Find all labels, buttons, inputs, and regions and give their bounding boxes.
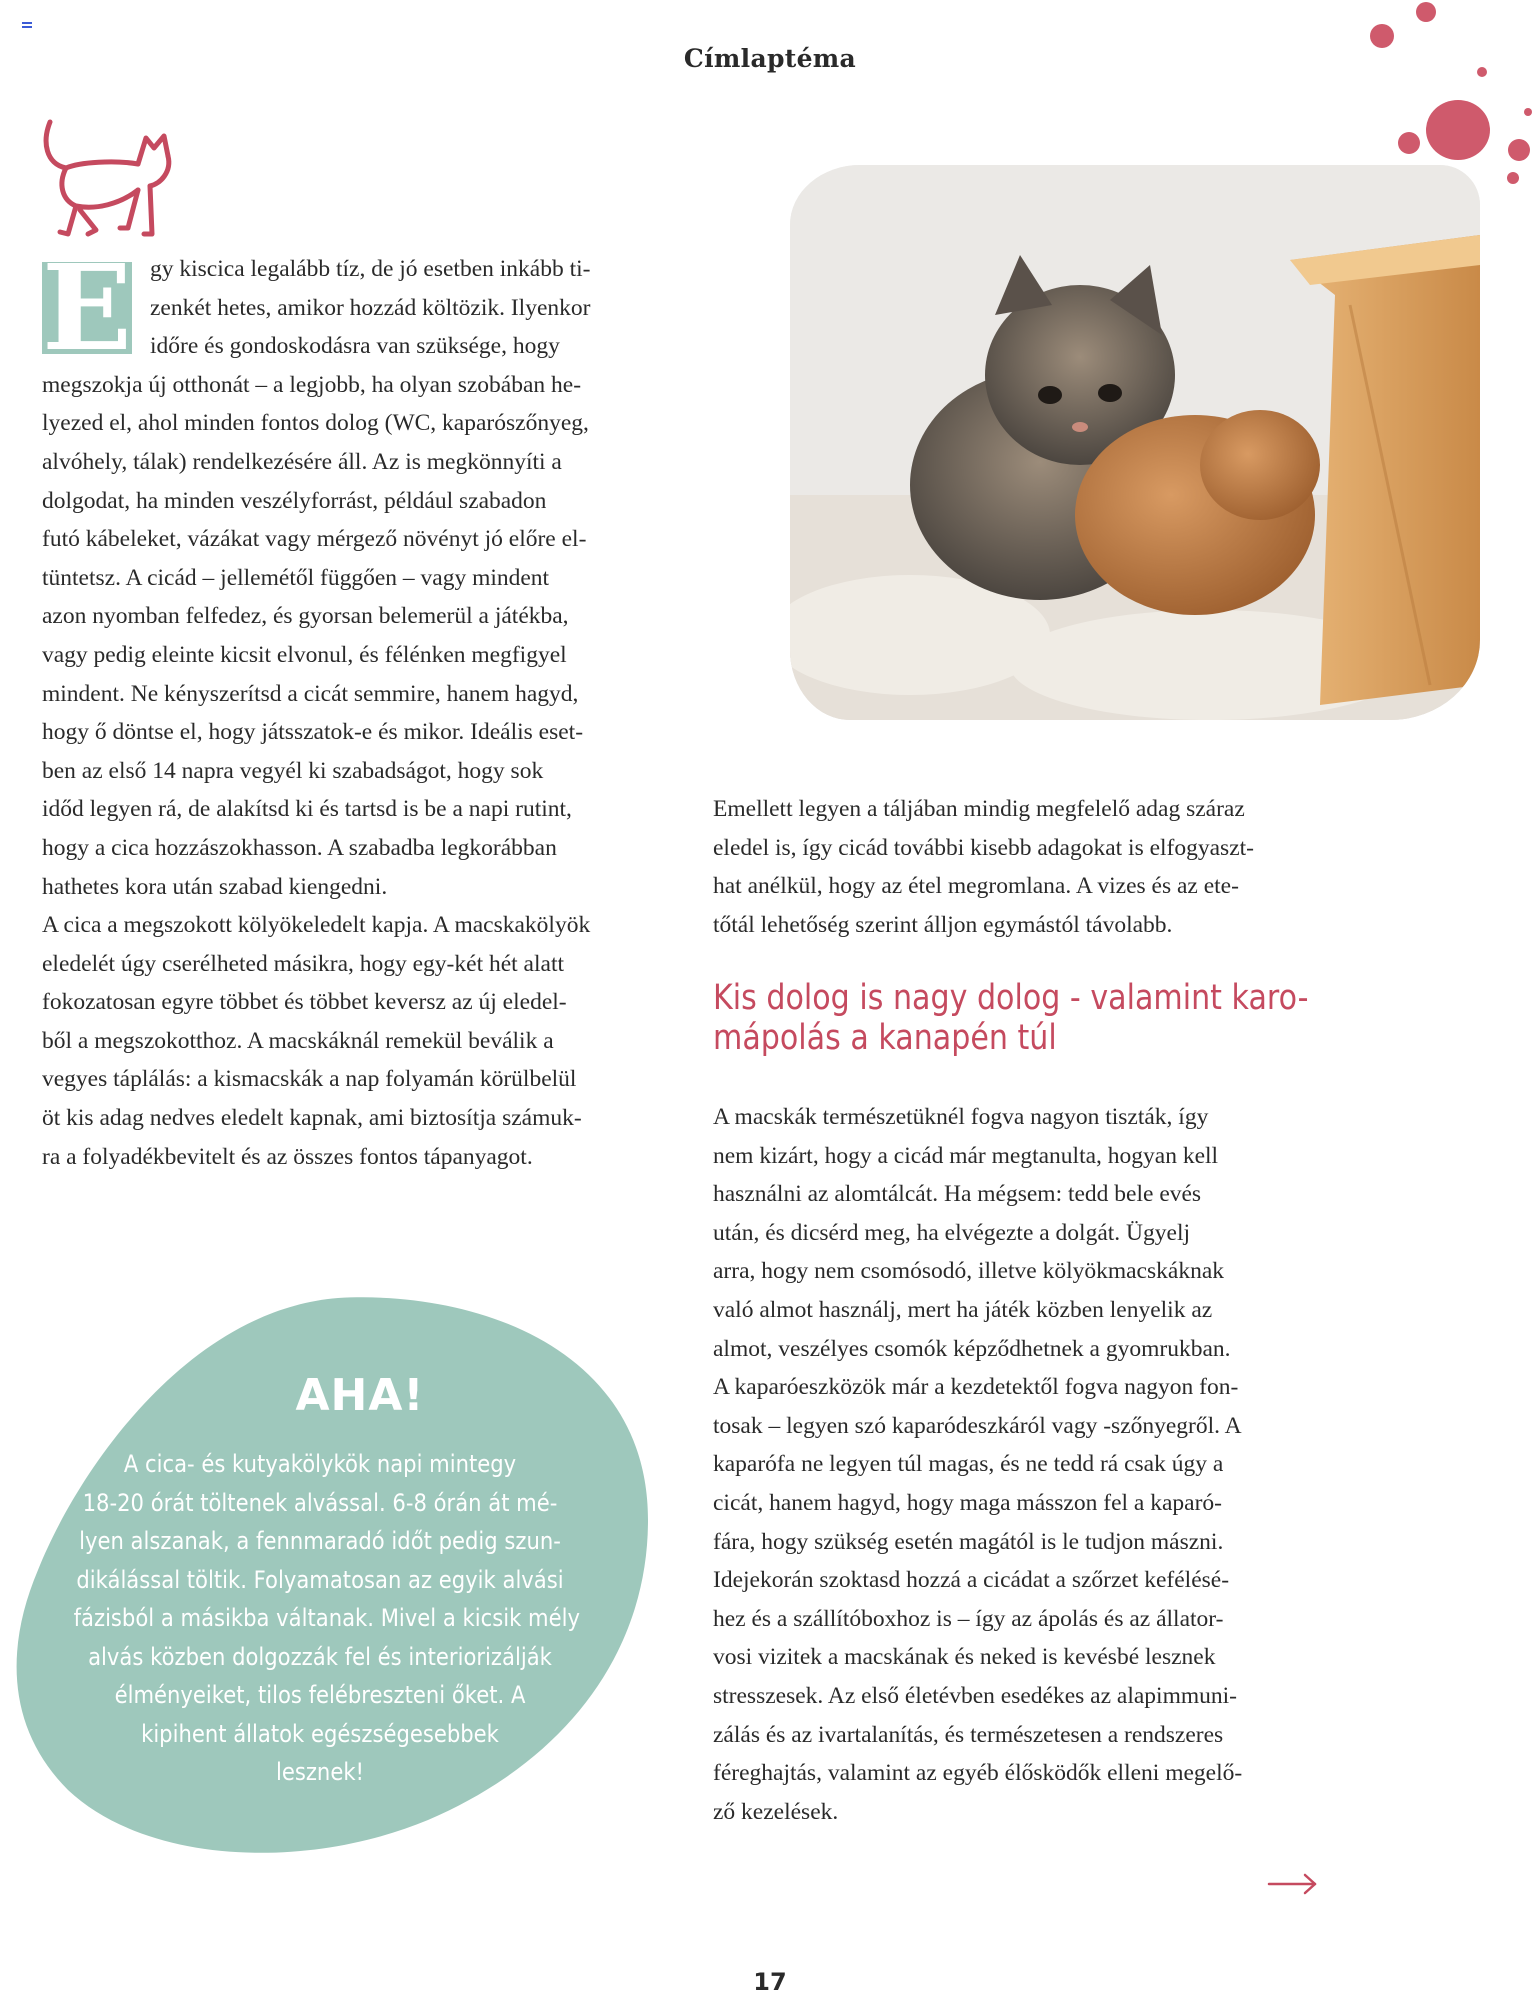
aha-line: dikálással töltik. Folyamatosan az egyik alvási xyxy=(76,1565,564,1594)
subheading-line: mápolás a kanapén túl xyxy=(713,1018,1057,1058)
subheading xyxy=(713,978,1309,1058)
menu-icon[interactable] xyxy=(22,22,32,30)
text-line: hathetes kora után szabad kiengedni. xyxy=(42,873,388,900)
article-column-right-top xyxy=(713,790,1353,944)
text-line: megszokja új otthonát – a legjobb, ha olyan szobában he- xyxy=(42,371,582,398)
text-line: fokozatosan egyre többet és többet keversz az új eledel- xyxy=(42,989,567,1016)
text-line: kaparófa ne legyen túl magas, és ne tedd rá csak úgy a xyxy=(713,1451,1224,1478)
text-line: zálás és az ivartalanítás, és természetesen a rendszeres xyxy=(713,1721,1224,1748)
text-line: vagy pedig eleinte kicsit elvonul, és félénken megfigyel xyxy=(42,641,567,668)
text-line: időd legyen rá, de alakítsd ki és tartsd is be a napi rutint, xyxy=(42,796,572,823)
text-line: ből a megszokotthoz. A macskáknál remekül beválik a xyxy=(42,1027,554,1054)
aha-line: élményeiket, tilos felébreszteni őket. A xyxy=(114,1681,526,1709)
text-line: használni az alomtálcát. Ha mégsem: tedd bele evés xyxy=(713,1181,1202,1208)
text-line: gy kiscica legalább tíz, de jó esetben inkább ti- xyxy=(150,256,591,282)
text-line: futó kábeleket, vázákat vagy mérgező növényt jó előre el- xyxy=(42,526,587,553)
text-line: hez és a szállítóboxhoz is – így az ápolás és az állator- xyxy=(713,1605,1224,1632)
article-column-left xyxy=(42,250,682,1176)
arrow-right-icon[interactable] xyxy=(1267,1872,1319,1896)
text-line: öt kis adag nedves eledelt kapnak, ami biztosítja számuk- xyxy=(42,1105,582,1132)
text-line: ző kezelések. xyxy=(713,1798,839,1825)
text-line: után, és dicsérd meg, ha elvégezte a dolgát. Ügyelj xyxy=(713,1219,1190,1246)
text-line: vegyes táplálás: a kismacskák a nap folyamán körülbelül xyxy=(42,1066,577,1093)
cat-outline-icon xyxy=(40,112,182,242)
text-line: A kaparóeszközök már a kezdetektől fogva nagyon fon- xyxy=(713,1374,1239,1401)
subheading-line: Kis dolog is nagy dolog - valamint karo- xyxy=(713,978,1309,1018)
page-number: 17 xyxy=(753,1968,787,1996)
aha-line: 18-20 órát töltenek alvással. 6-8 órán át mé- xyxy=(82,1488,558,1517)
text-line: mindent. Ne kényszerítsd a cicát semmire, hanem hagyd, xyxy=(42,680,579,707)
text-line: stresszesek. Az első életévben esedékes az alapimmuni- xyxy=(713,1682,1237,1709)
text-line: azon nyomban felfedez, és gyorsan belemerül a játékba, xyxy=(42,603,569,630)
text-line: cicát, hanem hagyd, hogy maga másszon fel a kaparó- xyxy=(713,1489,1222,1516)
text-line: zenkét hetes, amikor hozzád költözik. Ilyenkor xyxy=(150,294,591,321)
text-line: fára, hogy szükség esetén magától is le tudjon mászni. xyxy=(713,1528,1224,1555)
aha-line: A cica- és kutyakölykök napi mintegy xyxy=(123,1450,517,1478)
text-line: tőtál lehetőség szerint álljon egymástól távolabb. xyxy=(713,911,1173,938)
text-line: féreghajtás, valamint az egyéb élősködők elleni megelő- xyxy=(713,1760,1243,1787)
article-column-right-bottom xyxy=(713,1098,1353,1831)
text-line: lyezed el, ahol minden fontos dolog (WC, kaparószőnyeg, xyxy=(42,410,589,437)
text-line: való almot használj, mert ha játék közben lenyelik az xyxy=(713,1296,1213,1323)
text-line: Emellett legyen a táljában mindig megfelelő adag száraz xyxy=(713,796,1245,822)
text-line: A cica a megszokott kölyökeledelt kapja. A macskakölyök xyxy=(42,912,591,939)
text-line: Idejekorán szoktasd hozzá a cicádat a szőrzet kefélésé- xyxy=(713,1567,1230,1594)
text-line: ra a folyadékbevitelt és az összes fontos tápanyagot. xyxy=(42,1143,533,1170)
text-line: vosi vizitek a macskának és neked is kevésbé lesznek xyxy=(713,1644,1216,1671)
aha-line: alvás közben dolgozzák fel és interiorizálják xyxy=(88,1642,552,1671)
text-line: hogy a cica hozzászokhasson. A szabadba legkorábban xyxy=(42,834,557,861)
text-line: ben az első 14 napra vegyél ki szabadságot, hogy sok xyxy=(42,757,544,784)
text-line: eledelét úgy cserélheted másikra, hogy egy-két hét alatt xyxy=(42,950,565,977)
aha-line: fázisból a másikba váltanak. Mivel a kicsik mély xyxy=(73,1604,580,1632)
aha-line: kipihent állatok egészségesebbek xyxy=(141,1719,499,1748)
text-line: tüntetsz. A cicád – jellemétől függően – vagy mindent xyxy=(42,564,550,591)
text-line: arra, hogy nem csomósodó, illetve kölyökmacskáknak xyxy=(713,1258,1224,1285)
aha-line: lyen alszanak, a fennmaradó időt pedig szun- xyxy=(79,1527,561,1555)
section-title: Címlaptéma xyxy=(683,44,857,73)
aha-line: lesznek! xyxy=(275,1758,365,1786)
text-line: dolgodat, ha minden veszélyforrást, például szabadon xyxy=(42,487,547,514)
kittens-photo xyxy=(790,165,1480,720)
text-line: almot, veszélyes csomók képződhetnek a gyomrukban. xyxy=(713,1335,1231,1362)
text-line: tosak – legyen szó kaparódeszkáról vagy -szőnyegről. A xyxy=(713,1412,1242,1439)
text-line: alvóhely, tálak) rendelkezésére áll. Az is megkönnyíti a xyxy=(42,448,562,475)
text-line: nem kizárt, hogy a cicád már megtanulta, hogyan kell xyxy=(713,1142,1219,1169)
text-line: hat anélkül, hogy az étel megromlana. A vizes és az ete- xyxy=(713,873,1239,900)
text-line: A macskák természetüknél fogva nagyon tiszták, így xyxy=(713,1104,1209,1130)
drop-cap: E xyxy=(42,262,132,354)
text-line: eledel is, így cicád további kisebb adagokat is elfogyaszt- xyxy=(713,834,1254,861)
text-line: időre és gondoskodásra van szüksége, hogy xyxy=(150,333,560,360)
aha-body xyxy=(73,1445,580,1792)
aha-title: AHA! xyxy=(295,1370,425,1421)
text-line: hogy ő döntse el, hogy játsszatok-e és mikor. Ideális eset- xyxy=(42,719,584,746)
